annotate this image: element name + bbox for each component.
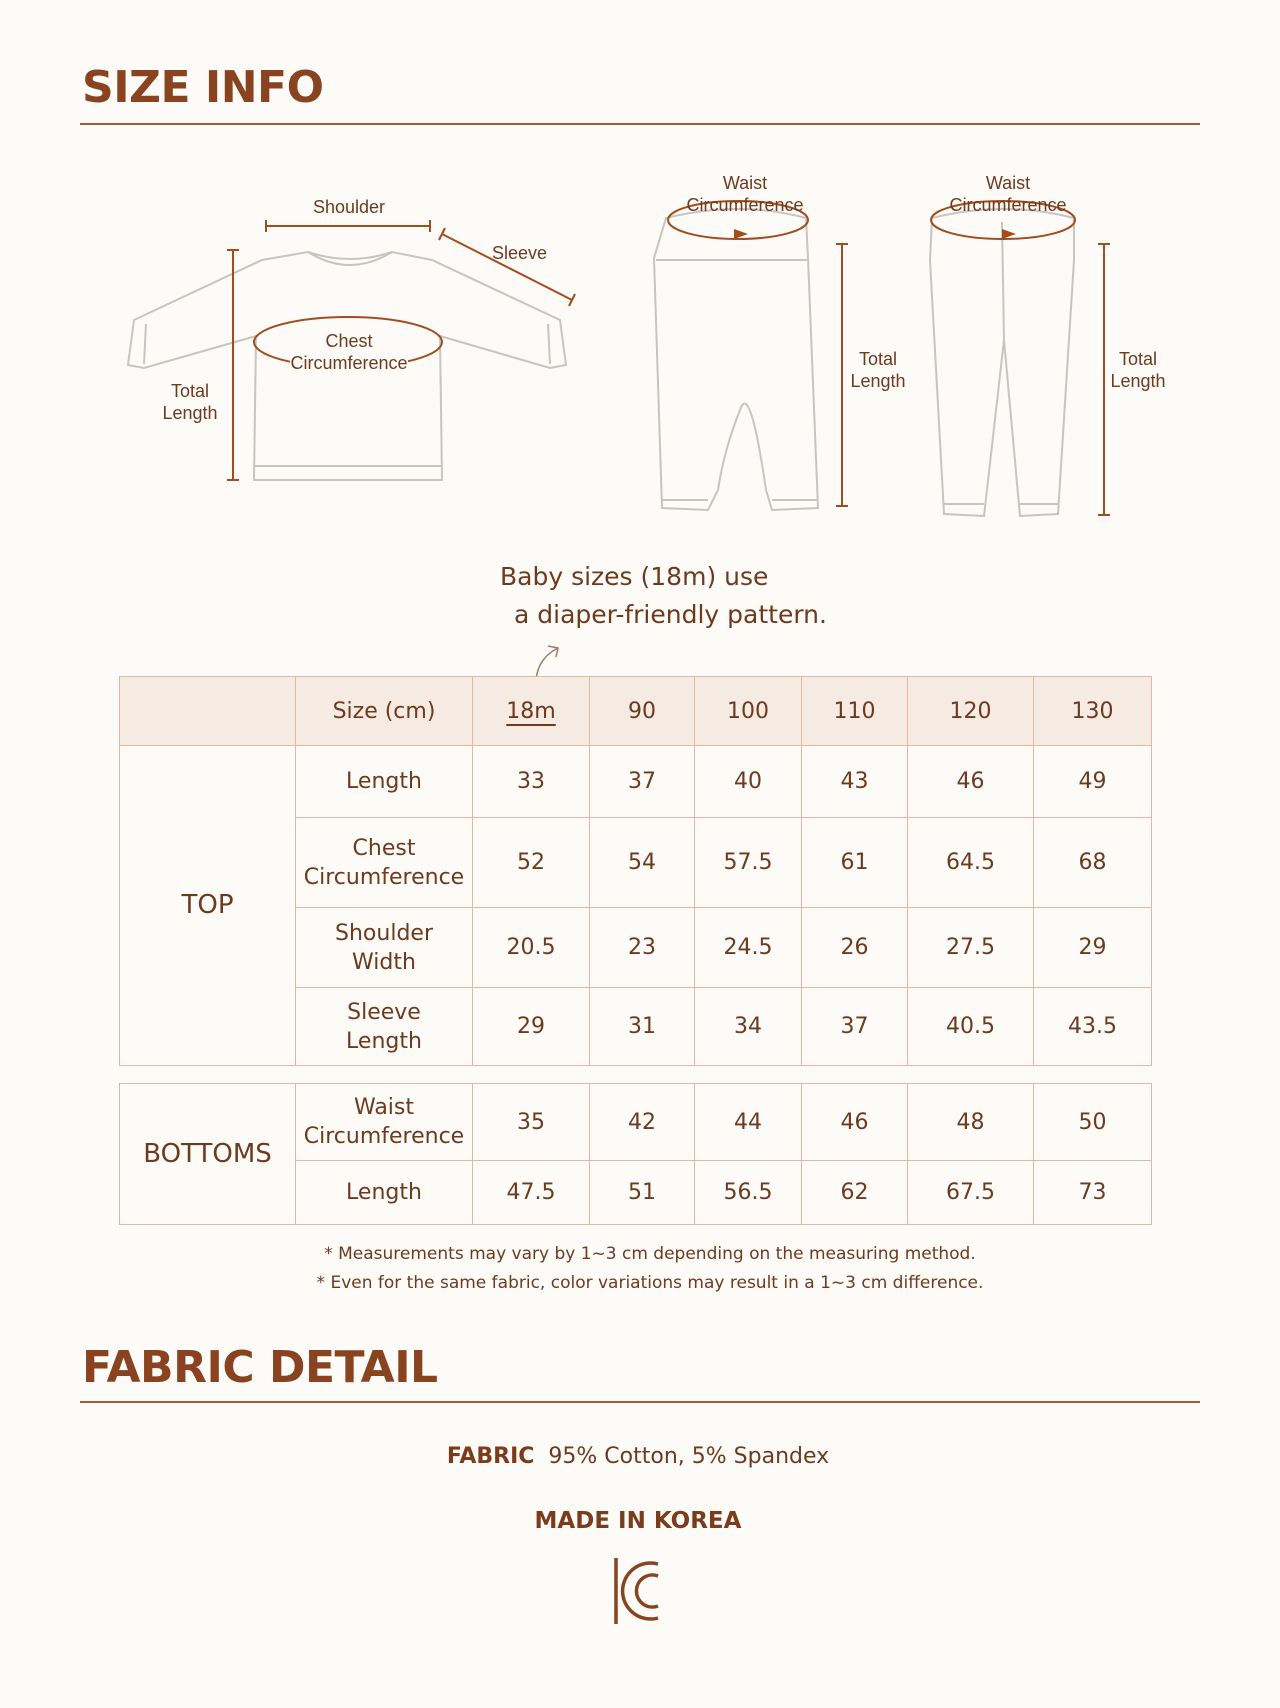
table-row — [120, 1084, 1152, 1161]
table-cell: 43.5 — [1034, 988, 1152, 1066]
baby-size-note-line-1: Baby sizes (18m) use — [500, 562, 769, 591]
size-header-label: Size (cm) — [296, 677, 473, 746]
table-cell: 31 — [590, 988, 695, 1066]
table-cell: 57.5 — [695, 818, 802, 908]
table-cell: 44 — [695, 1084, 802, 1161]
header-empty-cell — [120, 677, 296, 746]
table-cell: 52 — [473, 818, 590, 908]
table-cell: 23 — [590, 908, 695, 988]
pants-2-waist-label: Waist Circumference — [949, 173, 1067, 215]
size-table-top — [119, 676, 1152, 1066]
table-cell: 49 — [1034, 746, 1152, 818]
table-cell: 51 — [590, 1161, 695, 1225]
table-cell: 46 — [802, 1084, 908, 1161]
bottoms-group-label: BOTTOMS — [120, 1084, 296, 1225]
table-cell: 43 — [802, 746, 908, 818]
table-cell: 48 — [908, 1084, 1034, 1161]
fabric-value: 95% Cotton, 5% Spandex — [548, 1444, 830, 1469]
shoulder-label: Shoulder — [313, 197, 386, 217]
size-header-90: 90 — [590, 677, 695, 746]
pants-2-total-length-label: Total Length — [1110, 349, 1166, 391]
fabric-composition — [0, 1444, 1276, 1469]
footnote-2: * Even for the same fabric, color variations may result in a 1~3 cm difference. — [316, 1273, 984, 1293]
size-info-divider — [80, 123, 1200, 125]
table-cell: 37 — [590, 746, 695, 818]
table-cell: 26 — [802, 908, 908, 988]
row-label: Chest Circumference — [296, 818, 473, 908]
table-cell: 67.5 — [908, 1161, 1034, 1225]
footnote-1: * Measurements may vary by 1~3 cm depending on the measuring method. — [324, 1244, 976, 1264]
size-table-bottoms — [119, 1083, 1152, 1225]
table-cell: 64.5 — [908, 818, 1034, 908]
table-cell: 34 — [695, 988, 802, 1066]
table-cell: 20.5 — [473, 908, 590, 988]
table-cell: 33 — [473, 746, 590, 818]
table-cell: 24.5 — [695, 908, 802, 988]
table-cell: 46 — [908, 746, 1034, 818]
size-info-title: SIZE INFO — [82, 62, 324, 113]
table-cell: 35 — [473, 1084, 590, 1161]
row-label: Length — [296, 746, 473, 818]
table-cell: 40.5 — [908, 988, 1034, 1066]
kc-certification-icon — [612, 1556, 662, 1626]
measurement-diagram — [0, 150, 1280, 530]
size-header-120: 120 — [908, 677, 1034, 746]
table-cell: 68 — [1034, 818, 1152, 908]
table-cell: 27.5 — [908, 908, 1034, 988]
row-label: Length — [296, 1161, 473, 1225]
row-label: Sleeve Length — [296, 988, 473, 1066]
table-cell: 56.5 — [695, 1161, 802, 1225]
garment-illustrations — [0, 150, 1280, 530]
table-cell: 73 — [1034, 1161, 1152, 1225]
pants-1-total-length-label: Total Length — [850, 349, 906, 391]
fabric-detail-title: FABRIC DETAIL — [82, 1342, 438, 1393]
pants-1-waist-arrowhead — [734, 229, 748, 239]
table-cell: 61 — [802, 818, 908, 908]
table-cell: 29 — [473, 988, 590, 1066]
size-header-18m: 18m — [473, 677, 590, 746]
table-cell: 40 — [695, 746, 802, 818]
table-cell: 42 — [590, 1084, 695, 1161]
size-header-110: 110 — [802, 677, 908, 746]
table-cell: 47.5 — [473, 1161, 590, 1225]
table-cell: 50 — [1034, 1084, 1152, 1161]
table-row — [120, 746, 1152, 818]
fabric-label: FABRIC — [446, 1444, 535, 1469]
table-cell: 54 — [590, 818, 695, 908]
row-label: Shoulder Width — [296, 908, 473, 988]
size-header-row — [120, 677, 1152, 746]
chest-label: Chest Circumference — [290, 331, 408, 373]
size-header-100: 100 — [695, 677, 802, 746]
table-cell: 62 — [802, 1161, 908, 1225]
made-in-label: MADE IN KOREA — [534, 1508, 742, 1534]
row-label: Waist Circumference — [296, 1084, 473, 1161]
baby-size-note — [500, 558, 827, 634]
pants-1-waist-label: Waist Circumference — [686, 173, 804, 215]
size-header-130: 130 — [1034, 677, 1152, 746]
table-cell: 37 — [802, 988, 908, 1066]
sleeve-label: Sleeve — [492, 243, 548, 263]
top-total-length-label: Total Length — [162, 381, 218, 423]
fabric-detail-divider — [80, 1401, 1200, 1403]
top-group-label: TOP — [120, 746, 296, 1066]
table-cell: 29 — [1034, 908, 1152, 988]
pants-2-waist-arrowhead — [1002, 229, 1016, 239]
pants-1-outline — [654, 209, 818, 510]
baby-size-note-line-2: a diaper-friendly pattern. — [514, 600, 827, 629]
